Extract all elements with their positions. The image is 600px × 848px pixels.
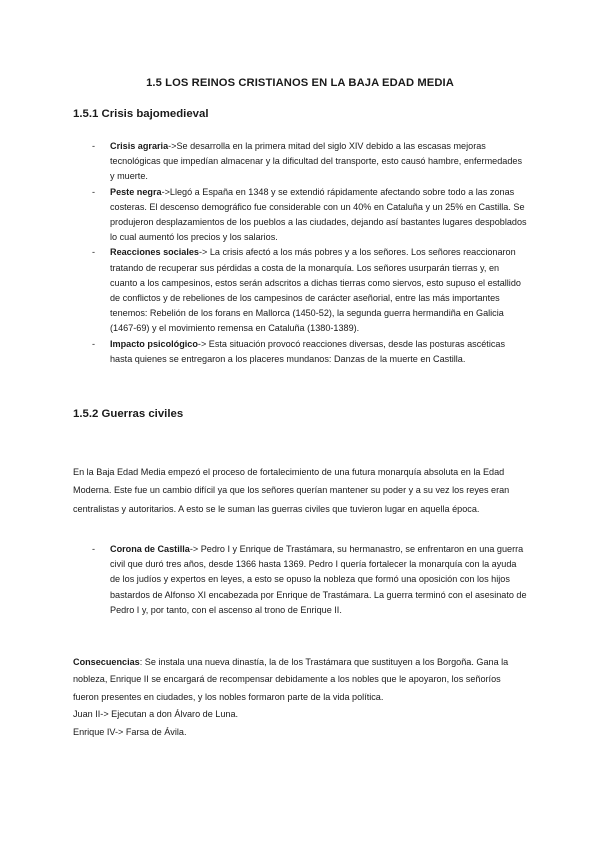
item-text: -> Pedro I y Enrique de Trastámara, su hermanastro, se enfrentaron en una guerra civil que duró tres años, desde 1366 hasta 1369. Pedro I quería fortalecer la monarquía con la ayuda de los judíos y expertos en leyes, a esto se opuso la nobleza que formó una oposición con los hijos bastardos de Alfonso XI encabezada por Enrique de Trastámara. La guerra terminó con el asesinato de Pedro I y, por tanto, con el ascenso al trono de Enrique II. — [110, 544, 527, 615]
consecuencias-term: Consecuencias — [73, 657, 140, 667]
item-term: Crisis agraria — [110, 141, 169, 151]
item-text: -> Esta situación provocó reacciones diversas, desde las posturas ascéticas hasta quienes se entregaron a los placeres mundanos: Danzas de la muerte en Castilla. — [110, 338, 505, 364]
list-item — [73, 337, 528, 367]
item-text: ->Llegó a España en 1348 y se extendió rápidamente afectando sobre todo a las zonas costeras. El descenso demográfico fue considerable con un 40% en Cataluña y un 25% en Castilla. Se produjeron desplazamientos de los pueblos a las ciudades, dejando así bastantes lugares despoblados lo cual aumentó los precios y los salarios. — [110, 186, 527, 243]
item-term: Corona de Castilla — [110, 544, 190, 554]
crisis-list — [73, 139, 528, 367]
item-text: ->Se desarrolla en la primera mitad del siglo XIV debido a las escasas mejoras tecnológicas que impedían almacenar y la dificultad del transporte, esto causó hambre, enfermedades y muerte. — [110, 141, 522, 182]
item-term: Peste negra — [110, 186, 162, 197]
list-item — [73, 185, 528, 246]
enrique-line: Enrique IV-> Farsa de Ávila. — [73, 726, 187, 737]
list-item — [73, 139, 528, 185]
item-term: Reacciones sociales — [110, 247, 199, 258]
juan-line: Juan II-> Ejecutan a don Álvaro de Luna. — [73, 709, 239, 720]
consecuencias-paragraph — [73, 654, 528, 741]
list-item — [73, 542, 528, 618]
item-term: Impacto psicológico — [110, 338, 198, 349]
section-heading-crisis: 1.5.1 Crisis bajomedieval — [73, 108, 209, 120]
consecuencias-text: : Se instala una nueva dinastía, la de los Trastámara que sustituyen a los Borgoña. Gana la nobleza, Enrique II se encargará de recompensar debidamente a los nobles que le apoyaron, los señoríos fueron presentes en ciudades, y los nobles formaron parte de la vida política. — [73, 657, 509, 702]
page-title: 1.5 LOS REINOS CRISTIANOS EN LA BAJA EDAD MEDIA — [146, 77, 454, 89]
section-heading-guerras: 1.5.2 Guerras civiles — [73, 408, 184, 420]
guerras-list — [73, 542, 528, 618]
list-item — [73, 245, 528, 336]
intro-paragraph: En la Baja Edad Media empezó el proceso de fortalecimiento de una futura monarquía absoluta en la Edad Moderna. Este fue un cambio difícil ya que los señores querían mantener su poder y a su vez los reyes eran centralistas y autoritarios. A esto se le suman las guerras civiles que tuvieron lugar en aquella época. — [73, 467, 510, 514]
item-text: -> La crisis afectó a los más pobres y a los señores. Los señores reaccionaron tratando de recuperar sus pérdidas a costa de la monarquía. Los señores usurparán tierras y, en cuanto a los campesinos, estos serán adscritos a dichas tierras como siervos, esto supuso el estallido de conflictos y de rebeliones de los campesinos de carácter aseñorial, entre las más importantes tenemos: Rebelión de los forans en Mallorca (1450-52), la segunda guerra hermandiña en Galicia (1467-69) y el movimiento remensa en Cataluña (1380-1389). — [110, 247, 521, 334]
